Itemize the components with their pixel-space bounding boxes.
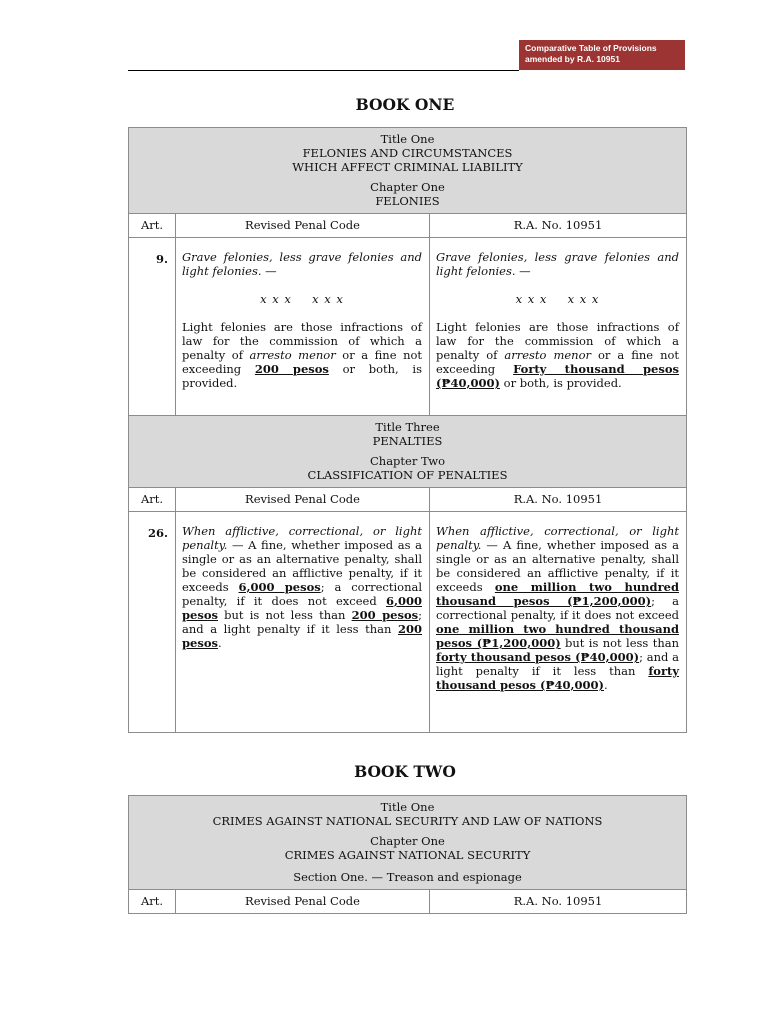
title-name: PENALTIES	[372, 434, 443, 448]
title-label: Title One	[380, 132, 435, 146]
col-ra-10951: R.A. No. 10951	[430, 214, 687, 238]
provision-text: Light felonies are those infractions of law for the commission of which a penalty of arresto menor or a fine not exceeding 200 pesos or both, is provided.	[182, 320, 423, 390]
amended-amount: Forty thousand pesos (₱40,000)	[436, 362, 679, 390]
header-rule	[128, 70, 519, 71]
col-art: Art.	[129, 488, 176, 512]
book-two-table	[128, 795, 687, 914]
col-revised-penal-code: Revised Penal Code	[176, 214, 430, 238]
chapter-name: CRIMES AGAINST NATIONAL SECURITY	[284, 848, 531, 862]
article-row	[129, 238, 687, 416]
title-one-header	[129, 796, 687, 890]
col-ra-10951: R.A. No. 10951	[430, 488, 687, 512]
header-label-line-2: amended by R.A. 10951	[525, 54, 620, 64]
omission-marker: x x x x x x	[260, 292, 344, 306]
amended-amount: 200 pesos	[254, 362, 329, 376]
col-revised-penal-code: Revised Penal Code	[176, 488, 430, 512]
article-heading: Grave felonies, less grave felonies and light felonies. —	[182, 250, 422, 278]
omission-marker: x x x x x x	[515, 292, 600, 306]
book-one-title: BOOK ONE	[355, 95, 455, 114]
col-art: Art.	[129, 890, 176, 914]
provision-text: Light felonies are those infractions of law for the commission of which a penalty of arresto menor or a fine not exceeding Forty thousand pesos (₱40,000) or both, is provided.	[436, 320, 680, 390]
section-label: Section One. — Treason and espionage	[293, 870, 522, 884]
title-name: WHICH AFFECT CRIMINAL LIABILITY	[292, 160, 523, 174]
title-name: CRIMES AGAINST NATIONAL SECURITY AND LAW OF NATIONS	[212, 814, 603, 828]
title-label: Title Three	[375, 420, 440, 434]
column-header-row	[129, 214, 687, 238]
article-number: 9.	[129, 238, 176, 416]
col-art: Art.	[129, 214, 176, 238]
chapter-name: CLASSIFICATION OF PENALTIES	[307, 468, 508, 482]
book-two-title: BOOK TWO	[354, 762, 456, 781]
title-one-header	[129, 128, 687, 214]
chapter-label: Chapter One	[370, 180, 445, 194]
rpc-provision	[176, 238, 430, 416]
title-name: FELONIES AND CIRCUMSTANCES	[302, 146, 513, 160]
col-revised-penal-code: Revised Penal Code	[176, 890, 430, 914]
title-label: Title One	[380, 800, 435, 814]
rpc-provision	[176, 512, 430, 733]
ra-provision	[430, 512, 687, 733]
article-number: 26.	[129, 512, 176, 733]
book-one-table	[128, 127, 687, 733]
document-header-label	[519, 40, 685, 70]
chapter-name: FELONIES	[375, 194, 440, 208]
header-label-line-1: Comparative Table of Provisions	[525, 43, 657, 53]
ra-provision	[430, 238, 687, 416]
column-header-row	[129, 488, 687, 512]
provision-text: When afflictive, correctional, or light penalty. — A fine, whether imposed as a single or as an alternative penalty, shall be considered an afflictive penalty, if it exceeds 6,000 pesos; a correctional penalty, if it does not exceed 6,000 pesos but is not less than 200 pesos; and a light penalty if it less than 200 pesos.	[182, 524, 423, 650]
chapter-label: Chapter Two	[369, 454, 446, 468]
article-heading: Grave felonies, less grave felonies and light felonies. —	[436, 250, 679, 278]
article-row	[129, 512, 687, 733]
title-three-header	[129, 416, 687, 488]
provision-text: When afflictive, correctional, or light penalty. — A fine, whether imposed as a single or as an alternative penalty, shall be considered an afflictive penalty, if it exceeds one million two hundred thousand pesos (₱1,200,000); a correctional penalty, if it does not exceed one million two hundred thousand pesos (₱1,200,000) but is not less than forty thousand pesos (₱40,000); and a light penalty if it less than forty thousand pesos (₱40,000).	[436, 524, 680, 692]
column-header-row	[129, 890, 687, 914]
col-ra-10951: R.A. No. 10951	[430, 890, 687, 914]
chapter-label: Chapter One	[370, 834, 445, 848]
